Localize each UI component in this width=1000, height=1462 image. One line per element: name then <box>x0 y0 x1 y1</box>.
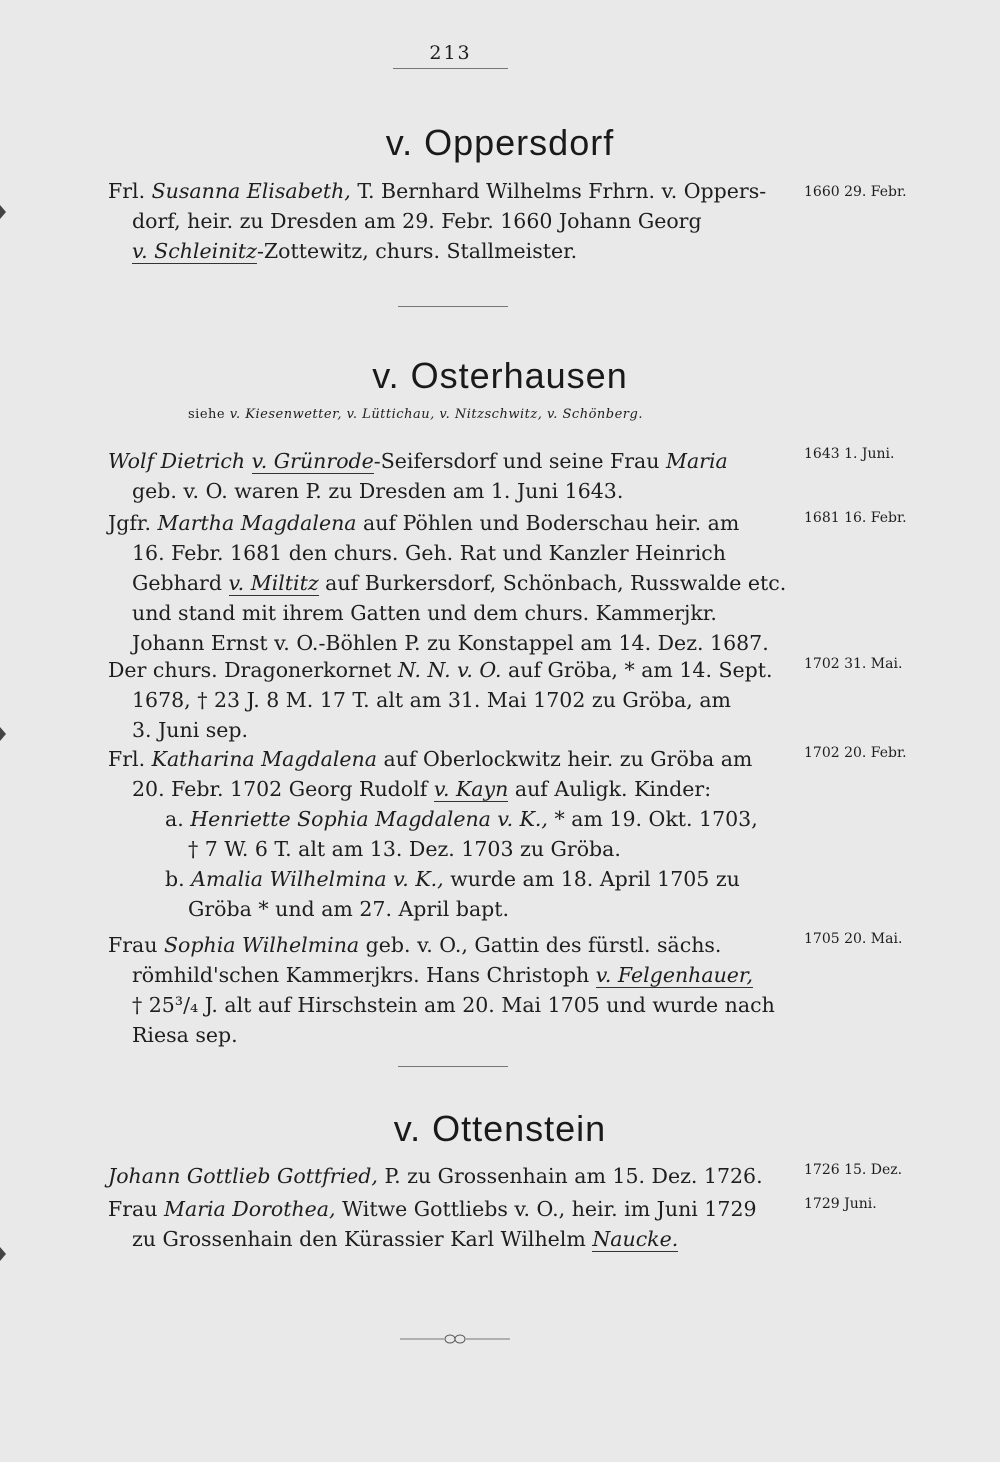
entry-osterhausen-3 <box>108 655 796 745</box>
entry-ottenstein-2 <box>108 1194 796 1254</box>
entry-text: † 25³/₄ J. alt auf Hirschstein am 20. Mai 1705 und wurde nach <box>132 993 775 1017</box>
child-label: a. <box>165 807 184 831</box>
entry-text: auf Auligk. Kinder: <box>514 777 712 801</box>
entry-ottenstein-1 <box>108 1161 796 1191</box>
entry-text: und stand mit ihrem Gatten und dem churs. Kammerjkr. <box>132 601 717 625</box>
entry-text: dorf, heir. zu Dresden am 29. Febr. 1660 Johann Georg <box>132 209 702 233</box>
person-name: Katharina Magdalena <box>151 747 377 771</box>
entry-text: 3. Juni sep. <box>132 718 249 742</box>
entry-osterhausen-2 <box>108 508 796 658</box>
section-heading-osterhausen: v. Osterhausen <box>372 355 628 396</box>
section-divider <box>398 306 508 307</box>
section-divider <box>398 1066 508 1067</box>
entry-text: auf Pöhlen und Boderschau heir. am <box>363 511 740 535</box>
entry-text: -Seifersdorf und seine Frau <box>373 449 660 473</box>
margin-date: 1729 Juni. <box>804 1196 877 1212</box>
entry-text: 16. Febr. 1681 den churs. Geh. Rat und Kanzler Heinrich <box>132 541 726 565</box>
person-name: Susanna Elisabeth, <box>151 179 351 203</box>
person-name: Sophia Wilhelmina <box>163 933 360 957</box>
person-name: N. N. v. O. <box>397 658 502 682</box>
cross-reference-link[interactable]: v. Schleinitz <box>132 239 257 263</box>
entry-text: † 7 W. 6 T. alt am 13. Dez. 1703 zu Gröba. <box>188 837 621 861</box>
entry-text: * am 19. Okt. 1703, <box>554 807 758 831</box>
entry-text: auf Oberlockwitz heir. zu Gröba am <box>383 747 753 771</box>
margin-date: 1643 1. Juni. <box>804 446 895 462</box>
entry-text: wurde am 18. April 1705 zu <box>450 867 740 891</box>
entry-text: auf Gröba, * am 14. Sept. <box>508 658 773 682</box>
margin-date: 1681 16. Febr. <box>804 510 907 526</box>
entry-prefix: Frl. <box>108 179 146 203</box>
person-name: Johann Gottlieb Gottfried, <box>108 1164 378 1188</box>
person-name: Wolf Dietrich <box>108 449 246 473</box>
entry-osterhausen-5 <box>108 930 796 1050</box>
entry-oppersdorf-1 <box>108 176 796 266</box>
person-name: Amalia Wilhelmina v. K., <box>191 867 444 891</box>
page-number: 213 <box>393 42 508 69</box>
margin-date: 1705 20. Mai. <box>804 931 903 947</box>
entry-text: 20. Febr. 1702 Georg Rudolf <box>132 777 428 801</box>
see-also-note <box>188 407 643 422</box>
entry-text: 1678, † 23 J. 8 M. 17 T. alt am 31. Mai 1702 zu Gröba, am <box>132 688 731 712</box>
entry-osterhausen-4 <box>108 744 796 924</box>
section-heading-oppersdorf: v. Oppersdorf <box>385 122 615 163</box>
entry-prefix: Der churs. Dragonerkornet <box>108 658 392 682</box>
margin-date: 1702 20. Febr. <box>804 745 907 761</box>
cross-reference-link[interactable]: v. Kayn <box>433 777 509 801</box>
entry-text: Witwe Gottliebs v. O., heir. im Juni 1729 <box>342 1197 757 1221</box>
entry-text: geb. v. O. waren P. zu Dresden am 1. Juni 1643. <box>132 479 624 503</box>
margin-date: 1726 15. Dez. <box>804 1162 903 1178</box>
entry-text: P. zu Grossenhain am 15. Dez. 1726. <box>384 1164 763 1188</box>
entry-text: geb. v. O., Gattin des fürstl. sächs. <box>365 933 722 957</box>
entry-text: Riesa sep. <box>132 1023 238 1047</box>
end-ornament-icon <box>400 1332 510 1346</box>
entry-text: auf Burkersdorf, Schönbach, Russwalde etc. <box>325 571 787 595</box>
see-also-references[interactable]: v. Kiesenwetter, v. Lüttichau, v. Nitzschwitz, v. Schönberg. <box>229 407 643 422</box>
entry-prefix: Jgfr. <box>108 511 151 535</box>
margin-date: 1702 31. Mai. <box>804 656 903 672</box>
person-name: Maria <box>665 449 728 473</box>
see-also-lead: siehe <box>188 407 226 422</box>
binding-mark-icon <box>0 205 6 219</box>
entry-text: -Zottewitz, churs. Stallmeister. <box>256 239 578 263</box>
entry-text: Gröba * und am 27. April bapt. <box>188 897 510 921</box>
section-heading-ottenstein: v. Ottenstein <box>393 1108 607 1149</box>
cross-reference-link[interactable]: v. Felgenhauer, <box>595 963 753 987</box>
margin-date: 1660 29. Febr. <box>804 184 907 200</box>
entry-text: zu Grossenhain den Kürassier Karl Wilhelm <box>132 1227 586 1251</box>
binding-mark-icon <box>0 727 6 741</box>
child-label: b. <box>165 867 185 891</box>
entry-osterhausen-1 <box>108 446 796 506</box>
entry-text: Johann Ernst v. O.-Böhlen P. zu Konstappel am 14. Dez. 1687. <box>132 631 769 655</box>
cross-reference-link[interactable]: v. Miltitz <box>228 571 319 595</box>
cross-reference-link[interactable]: v. Grünrode <box>251 449 374 473</box>
entry-text: T. Bernhard Wilhelms Frhrn. v. Oppers- <box>357 179 767 203</box>
entry-text: römhild'schen Kammerjkrs. Hans Christoph <box>132 963 590 987</box>
cross-reference-link[interactable]: Naucke. <box>592 1227 679 1251</box>
person-name: Maria Dorothea, <box>163 1197 336 1221</box>
entry-text: Gebhard <box>132 571 222 595</box>
entry-prefix: Frau <box>108 1197 158 1221</box>
entry-prefix: Frau <box>108 933 158 957</box>
binding-mark-icon <box>0 1247 6 1261</box>
entry-prefix: Frl. <box>108 747 146 771</box>
person-name: Martha Magdalena <box>157 511 357 535</box>
person-name: Henriette Sophia Magdalena v. K., <box>190 807 548 831</box>
